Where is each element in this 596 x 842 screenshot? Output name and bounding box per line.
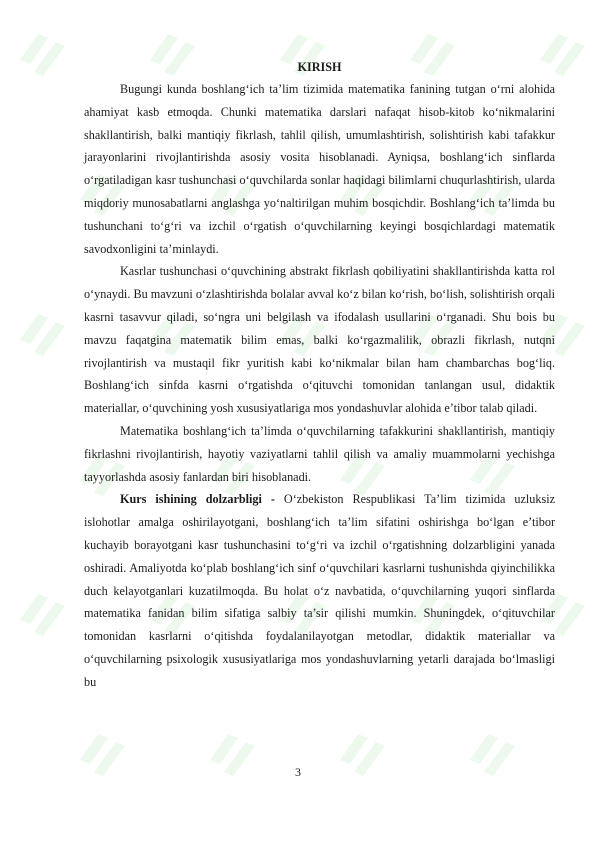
paragraph-text: Kasrlar tushunchasi o‘quvchining abstrakt fikrlash qobiliyatini shakllantirishda katta rol o‘ynaydi. Bu mavzuni o‘zlashtirishda bolalar avval ko‘z bilan ko‘rish, bo‘lish, solishtirish orqali kasrni tasavvur qiladi, so‘ngra uni belgilash va ifodalash usullarini o‘rganadi. Shu bois bu mavzu faqatgina matematik bilim emas, balki ko‘rgazmalilik, obrazli fikrlash, nutqni rivojlantirish va mustaqil fikr yuritish kabi ko‘nikmalar bilan ham chambarchas bog‘liq. Boshlang‘ich sinfda kasrni o‘rgatishda o‘qituvchi tomonidan tanlangan usul, didaktik materiallar, o‘quvchining yosh xususiyatlariga mos yondashuvlar alohida e’tibor talab qiladi. <box>84 264 555 416</box>
paragraph-text: Matematika boshlang‘ich ta’limda o‘quvchilarning tafakkurini shakllantirish, mantiqiy fikrlashni rivojlantirish, hayotiy vaziyatlarni tahlil qilish va amaliy muammolarni yechishga tayyorlashda asosiy fanlardan biri hisoblanadi. <box>84 423 555 484</box>
document-body <box>84 56 555 694</box>
watermark-mark <box>20 594 65 636</box>
paragraph-text: O‘zbekiston Respublikasi Ta’lim tizimida uzluksiz islohotlar amalga oshirilayotgani, boshlang‘ich ta’lim sifatini oshirishga bo‘lgan e’tibor kuchayib borayotgani kasr tushunchasini to‘g‘ri va izchil o‘rgatishning dolzarbligini yanada oshiradi. Amaliyotda ko‘plab boshlang‘ich sinf o‘quvchilari kasrlarni tushunishda qiyinchilikka duch kelayotganlari kuzatilmoqda. Bu holat o‘z navbatida, o‘quvchilarning yuqori sinflarda matematika fanidan bilim sifatiga salbiy ta’sir qilishi mumkin. Shuningdek, o‘qituvchilar tomonidan kasrlarni o‘qitishda foydalanilayotgan metodlar, didaktik materiallar va o‘quvchilarning psixologik xususiyatlariga mos yondashuvlarning yetarli darajada bo‘lmasligi bu <box>84 492 555 689</box>
page-number: 3 <box>295 765 301 779</box>
paragraph-mathematics <box>84 420 555 488</box>
section-title: KIRISH <box>297 60 342 74</box>
paragraph-relevance <box>84 488 555 693</box>
paragraph-fractions <box>84 260 555 420</box>
watermark-mark <box>20 314 65 356</box>
watermark-mark <box>20 34 65 76</box>
paragraph-intro <box>84 78 555 260</box>
paragraph-lead-heading: Kurs ishining dolzarbligi - <box>120 492 275 507</box>
paragraph-text: Bugungi kunda boshlang‘ich ta’lim tizimida matematika fanining tutgan o‘rni alohida ahamiyat kasb etmoqda. Chunki matematika darslari nafaqat hisob-kitob ko‘nikmalarini shakllantirish, balki mantiqiy fikrlash, tahlil qilish, umumlashtirish, solishtirish kabi tafakkur jarayonlarini rivojlantirishda asosiy vosita hisoblanadi. Ayniqsa, boshlang‘ich sinflarda o‘rgatiladigan kasr tushunchasi o‘quvchilarda sonlar haqidagi bilimlarni chuqurlashtirish, ularda miqdoriy munosabatlarni anglashga yo‘naltirilgan muhim bosqichdir. Boshlang‘ich ta’limda bu tushunchani to‘g‘ri va izchil o‘rgatish o‘quvchilarning keyingi bosqichlardagi matematik savodxonligini ta’minlaydi. <box>84 82 555 256</box>
